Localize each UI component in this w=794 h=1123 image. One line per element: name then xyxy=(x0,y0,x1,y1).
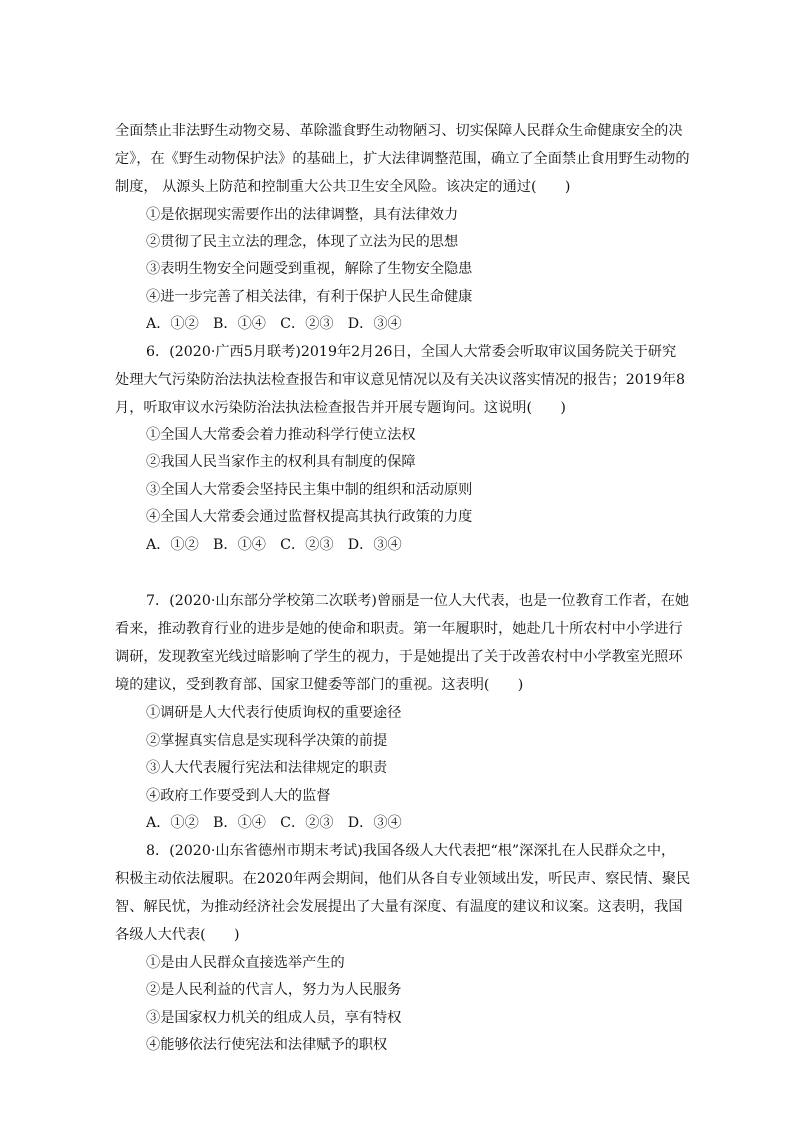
q6-answers: A．①② B．①④ C．②③ D．③④ xyxy=(146,537,402,553)
q5-answers: A．①② B．①④ C．②③ D．③④ xyxy=(146,316,402,332)
q5-option-2: ②贯彻了民主立法的理念，体现了立法为民的思想 xyxy=(146,234,459,250)
q8-line-1: 8．(2020·山东省德州市期末考试)我国各级人大代表把“根”深深扎在人民群众之中， xyxy=(146,843,676,859)
q7-option-4: ④政府工作要受到人大的监督 xyxy=(146,788,331,804)
q7-option-3: ③人大代表履行宪法和法律规定的职责 xyxy=(146,760,388,776)
q5-line-3: 制度， 从源头上防范和控制重大公共卫生安全风险。该决定的通过( ) xyxy=(115,179,571,195)
q7-option-2: ②掌握真实信息是实现科学决策的前提 xyxy=(146,733,388,749)
q7-option-1: ①调研是人大代表行使质询权的重要途径 xyxy=(146,705,402,721)
q7-line-3: 调研，发现教室光线过暗影响了学生的视力，于是她提出了关于改善农村中小学教室光照环 xyxy=(115,649,683,665)
q5-line-2: 定》，在《野生动物保护法》的基础上，扩大法律调整范围，确立了全面禁止食用野生动物的 xyxy=(115,151,690,167)
q6-option-1: ①全国人大常委会着力推动科学行使立法权 xyxy=(146,427,416,443)
q7-line-4: 境的建议，受到教育部、国家卫健委等部门的重视。这表明( ) xyxy=(115,677,524,693)
q8-option-2: ②是人民利益的代言人，努力为人民服务 xyxy=(146,982,402,998)
q8-line-3: 智、解民忧，为推动经济社会发展提出了大量有深度、有温度的建议和议案。这表明，我国 xyxy=(115,899,683,915)
q7-answers: A．①② B．①④ C．②③ D．③④ xyxy=(146,815,402,831)
q5-option-3: ③表明生物安全问题受到重视，解除了生物安全隐患 xyxy=(146,261,473,277)
q8-line-4: 各级人大代表( ) xyxy=(115,927,240,943)
q8-option-3: ③是国家权力机关的组成人员，享有特权 xyxy=(146,1010,402,1026)
q7-line-1: 7．(2020·山东部分学校第二次联考)曾丽是一位人大代表，也是一位教育工作者，在她 xyxy=(146,593,690,609)
q5-option-4: ④进一步完善了相关法律，有利于保护人民生命健康 xyxy=(146,289,473,305)
q8-option-1: ①是由人民群众直接选举产生的 xyxy=(146,955,345,971)
q6-line-3: 月，听取审议水污染防治法执法检查报告并开展专题询问。这说明( ) xyxy=(115,400,566,416)
q6-option-3: ③全国人大常委会坚持民主集中制的组织和活动原则 xyxy=(146,482,473,498)
q6-line-1: 6．(2020·广西5月联考)2019年2月26日，全国人大常委会听取审议国务院关于研究 xyxy=(146,344,677,360)
q8-line-2: 积极主动依法履职。在2020年两会期间，他们从各自专业领域出发，听民声、察民情、聚民 xyxy=(115,871,691,887)
q5-line-1: 全面禁止非法野生动物交易、革除滥食野生动物陋习、切实保障人民群众生命健康安全的决 xyxy=(115,123,683,139)
q6-option-2: ②我国人民当家作主的权利具有制度的保障 xyxy=(146,454,416,470)
q6-line-2: 处理大气污染防治法执法检查报告和审议意见情况以及有关决议落实情况的报告；2019年8 xyxy=(115,372,686,388)
q7-line-2: 看来，推动教育行业的进步是她的使命和职责。第一年履职时，她赴几十所农村中小学进行 xyxy=(115,621,683,637)
q6-option-4: ④全国人大常委会通过监督权提高其执行政策的力度 xyxy=(146,509,473,525)
q8-option-4: ④能够依法行使宪法和法律赋予的职权 xyxy=(146,1037,388,1053)
q5-option-1: ①是依据现实需要作出的法律调整，具有法律效力 xyxy=(146,207,459,223)
